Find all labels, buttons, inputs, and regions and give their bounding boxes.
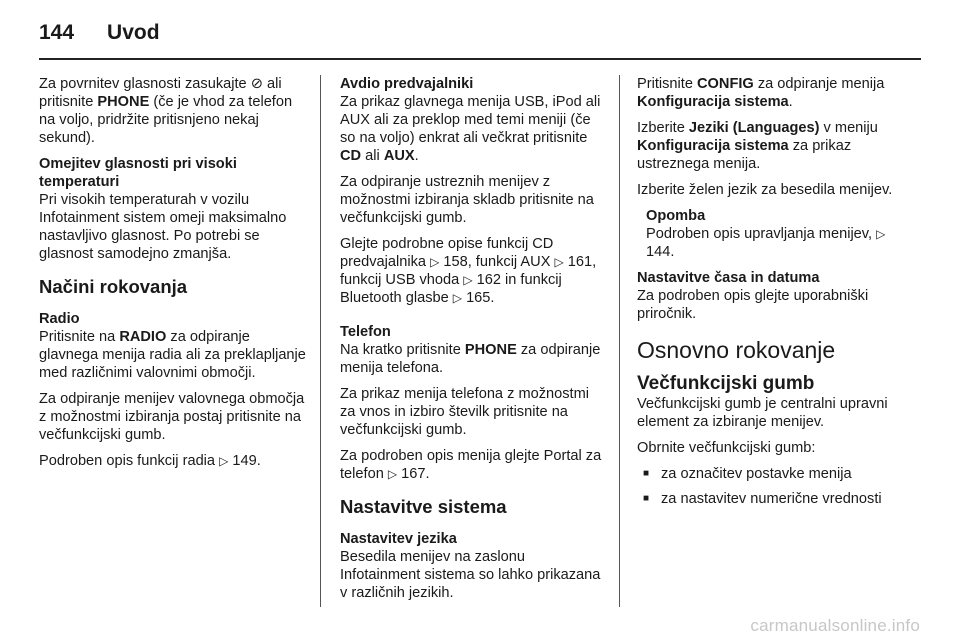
subhead-temperature: Omejitev glasnosti pri visoki temperaturi [39,156,237,190]
section-title-system-settings: Nastavitve sistema [340,496,507,517]
paragraph-languages-menu: Izberite Jeziki (Languages) v meniju Konfiguracija sistema za prikaz ustreznega menija. [637,120,878,172]
paragraph-function-references: Glejte podrobne opise funkcij CD predvajalnika ▷ 158, funkcij AUX ▷ 161, funkcij USB vhoda ▷ 162 in funkcij Bluetooth glasbe ▷ 165. [340,236,597,306]
paragraph-turn-knob: Obrnite večfunkcijski gumb: [637,440,816,456]
list-item: ■ za nastavitev numerične vrednosti [637,490,907,508]
paragraph-multifunction-knob: Večfunkcijski gumb je centralni upravni element za izbiranje menijev. [637,396,888,430]
chapter-heading-basic-operation: Osnovno rokovanje [637,337,836,363]
subhead-radio: Radio [39,311,80,327]
section-title-operation: Načini rokovanja [39,276,188,297]
bullet-square-icon: ■ [643,493,650,504]
page-reference-arrow-icon: ▷ [876,227,886,241]
chapter-title: Uvod [107,21,160,44]
subhead-time-date: Nastavitve časa in datuma [637,270,820,286]
paragraph-radio: Pritisnite na RADIO za odpiranje glavnega menija radia ali za preklapljanje med različnimi valovnimi območji. [39,329,306,381]
paragraph-temperature: Pri visokih temperaturah v vozilu Infotainment sistem omeji maksimalno nastavljivo glasnost. Po potrebi se glasnost samodejno zmanjša. [39,192,287,262]
subhead-multifunction-knob: Večfunkcijski gumb [637,373,815,394]
column-2 [340,75,604,610]
column-divider-1 [320,75,321,607]
power-knob-icon: ⊘ [250,76,263,92]
subhead-language: Nastavitev jezika [340,531,457,547]
subhead-audio-players: Avdio predvajalniki [340,76,474,92]
page-header [39,18,160,48]
page-reference-arrow-icon: ▷ [430,255,440,269]
paragraph-volume-restore: Za povrnitev glasnosti zasukajte ⊘ ali pritisnite PHONE (če je vhod za telefon na voljo, pridržite pritisnjeno nekaj sekund). [39,76,293,146]
paragraph-phone-reference: Za podroben opis menija glejte Portal za telefon ▷ 167. [340,448,602,482]
page-reference-arrow-icon: ▷ [387,467,398,481]
paragraph-time-date: Za podroben opis glejte uporabniški priročnik. [637,288,869,322]
column-1 [39,75,307,478]
column-3 [637,75,907,515]
header-rule [39,58,921,60]
paragraph-radio-reference: Podroben opis funkcij radia ▷ 149. [39,453,261,469]
paragraph-language: Besedila menijev na zaslonu Infotainment sistema so lahko prikazana v različnih jezikih. [340,549,601,601]
paragraph-audio-players: Za prikaz glavnega menija USB, iPod ali AUX ali za preklop med temi meniji (če so na voljo) enkrat ali večkrat pritisnite CD ali AUX. [340,94,601,164]
page-reference-arrow-icon: ▷ [463,273,473,287]
subhead-phone: Telefon [340,324,391,340]
column-divider-2 [619,75,620,607]
note-text: Podroben opis upravljanja menijev, ▷ 144. [646,226,886,260]
paragraph-band-menu: Za odpiranje menijev valovnega območja z možnostmi izbiranja postaj pritisnite na večfunkcijski gumb. [39,391,305,443]
note-title: Opomba [646,208,706,224]
paragraph-track-menus: Za odpiranje ustreznih menijev z možnostmi izbiranja skladb pritisnite na večfunkcijski gumb. [340,174,594,226]
note-box [637,207,907,261]
paragraph-config: Pritisnite CONFIG za odpiranje menija Konfiguracija sistema. [637,76,885,110]
paragraph-select-language: Izberite želen jezik za besedila menijev. [637,182,893,198]
page-reference-arrow-icon: ▷ [554,255,564,269]
paragraph-phone: Na kratko pritisnite PHONE za odpiranje menija telefona. [340,342,601,376]
page-number: 144 [39,21,75,44]
paragraph-phone-menu: Za prikaz menija telefona z možnostmi za vnos in izbiro številk pritisnite na večfunkcijski gumb. [340,386,590,438]
list-item: ■ za označitev postavke menija [637,465,907,483]
watermark: carmanualsonline.info [750,616,920,635]
page-reference-arrow-icon: ▷ [452,291,463,305]
page-reference-arrow-icon: ▷ [219,454,229,468]
bullet-square-icon: ■ [643,468,650,479]
